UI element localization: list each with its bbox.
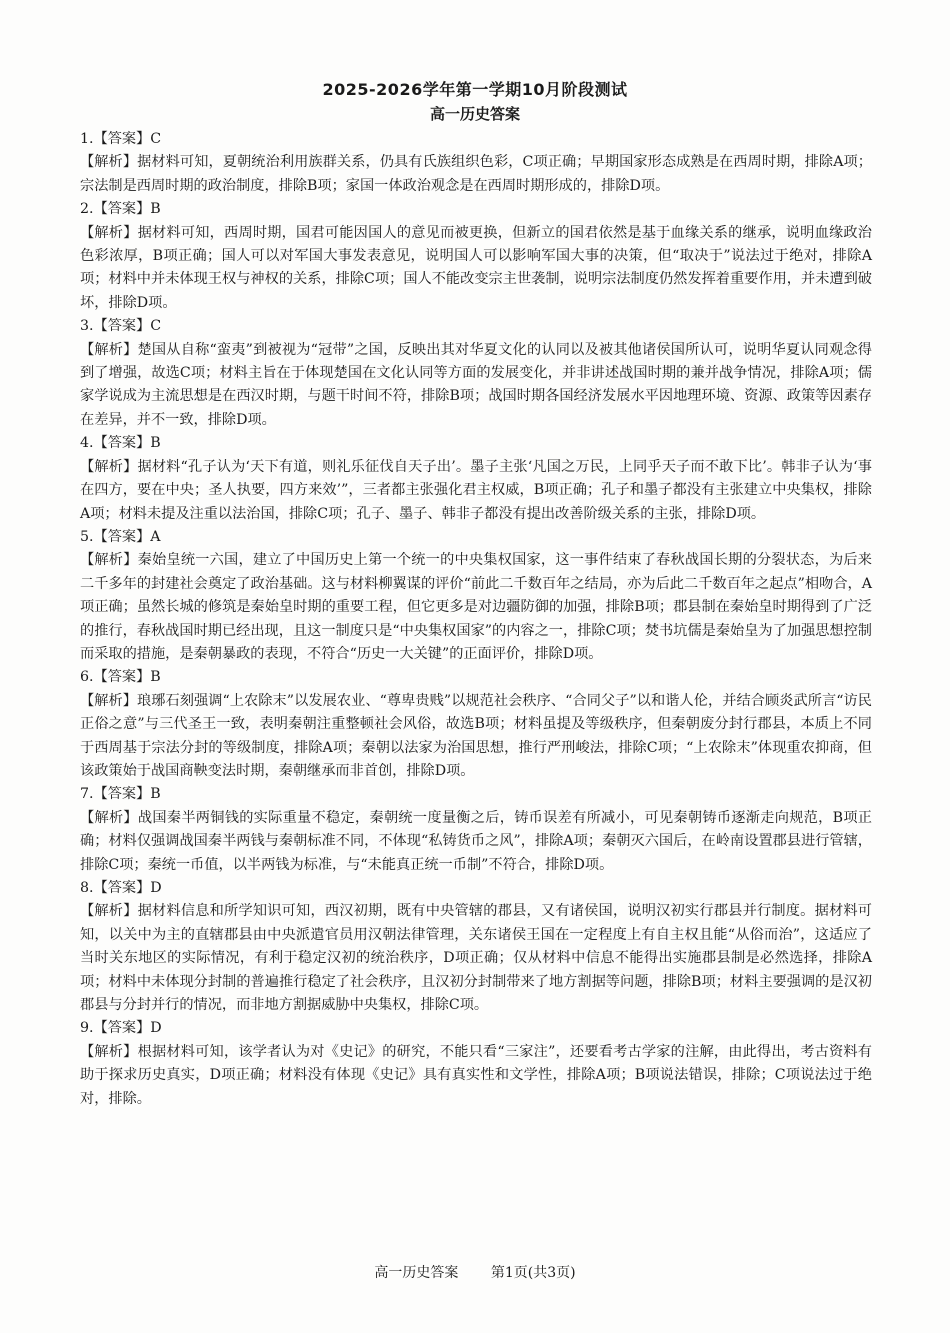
analysis-text: 【解析】战国秦半两铜钱的实际重量不稳定，秦朝统一度量衡之后，铸币误差有所减小，可见秦朝铸币逐渐走向规范，B项正确；材料仅强调战国秦半两钱与秦朝标准不同，不体现“私铸货币之风”，排除A项；秦朝灭六国后，在岭南设置郡县进行管辖，排除C项；秦统一币值，以半两钱为标准，与“未能真正统一币制”不符合，排除D项。 [80,809,872,873]
analysis-text: 【解析】据材料“孔子认为‘天下有道，则礼乐征伐自天子出’。墨子主张‘凡国之万民，上同乎天子而不敢下比’。韩非子认为‘事在四方，要在中央；圣人执要，四方来效’”，三者都主张强化君主权威，B项正确；孔子和墨子都没有主张建立中央集权，排除A项；材料未提及注重以法治国，排除C项；孔子、墨子、韩非子都没有提出改善阶级关系的主张，排除D项。 [80,458,872,522]
question-item [80,526,872,666]
analysis-text: 【解析】秦始皇统一六国，建立了中国历史上第一个统一的中央集权国家，这一事件结束了春秋战国长期的分裂状态，为后来二千多年的封建社会奠定了政治基础。这与材料柳翼谋的评价“前此二千数百年之结局，亦为后此二千数百年之起点”相吻合，A项正确；虽然长城的修筑是秦始皇时期的重要工程，但它更多是对边疆防御的加强，排除B项；郡县制在秦始皇时期得到了广泛的推行，春秋战国时期已经出现，且这一制度只是“中央集权国家”的内容之一，排除C项；焚书坑儒是秦始皇为了加强思想控制而采取的措施，是秦朝暴政的表现，不符合“历史一大关键”的正面评价，排除D项。 [80,552,872,662]
page-number: 第1页(共3页) [490,1265,576,1281]
answer-label: 9.【答案】D [80,1020,162,1037]
analysis-text: 【解析】据材料可知，西周时期，国君可能因国人的意见而被更换，但新立的国君依然是基于血缘关系的继承，说明血缘政治色彩浓厚，B项正确；国人可以对军国大事发表意见，说明国人可以影响军国大事的决策，但“取决于”说法过于绝对，排除A项；材料中并未体现王权与神权的关系，排除C项；国人不能改变宗主世袭制，说明宗法制度仍然发挥着重要作用，并未遭到破坏，排除D项。 [80,224,872,311]
answer-label: 3.【答案】C [80,318,162,335]
page-title: 2025-2026学年第一学期10月阶段测试 [322,80,628,99]
answer-label: 8.【答案】D [80,880,162,896]
page-subtitle: 高一历史答案 [429,105,520,123]
analysis-text: 【解析】据材料可知，夏朝统治利用族群关系，仍具有氏族组织色彩，C项正确；早期国家形态成熟是在西周时期，排除A项；宗法制是西周时期的政治制度，排除B项；家国一体政治观念是在西周时期形成的，排除D项。 [80,154,872,194]
answer-list [80,128,872,1111]
question-item [80,128,872,198]
page-header [0,78,950,126]
answer-label: 2.【答案】B [80,201,161,218]
answer-label: 5.【答案】A [80,528,161,545]
analysis-text: 【解析】楚国从自称“蛮夷”到被视为“冠带”之国，反映出其对华夏文化的认同以及被其他诸侯国所认可，说明华夏认同观念得到了增强，故选C项；材料主旨在于体现楚国在文化认同等方面的发展变化，并非讲述战国时期的兼并战争情况，排除A项；儒家学说成为主流思想是在西汉时期，与题干时间不符，排除B项；战国时期各国经济发展水平因地理环境、资源、政策等因素存在差异，并不一致，排除D项。 [80,341,872,428]
question-item [80,666,872,783]
question-item [80,877,872,1017]
question-item [80,315,872,432]
question-item [80,783,872,877]
answer-label: 7.【答案】B [80,786,161,803]
footer-subject: 高一历史答案 [374,1265,459,1281]
answer-label: 6.【答案】B [80,669,161,686]
analysis-text: 【解析】根据材料可知，该学者认为对《史记》的研究，不能只看“三家注”，还要看考古学家的注解，由此得出，考古资料有助于探求历史真实，D项正确；材料没有体现《史记》具有真实性和文学性，排除A项；B项说法错误，排除；C项说法过于绝对，排除。 [80,1043,872,1107]
page-footer [0,1262,950,1284]
question-item [80,432,872,526]
answer-label: 1.【答案】C [80,131,162,147]
question-item [80,198,872,315]
question-item [80,1017,872,1111]
answer-label: 4.【答案】B [80,435,161,452]
analysis-text: 【解析】琅琊石刻强调“上农除末”以发展农业、“尊卑贵贱”以规范社会秩序、“合同父子”以和谐人伦，并结合顾炎武所言“访民正俗之意”与三代圣王一致，表明秦朝注重整顿社会风俗，故选B项；材料虽提及等级秩序，但秦朝废分封行郡县，本质上不同于西周基于宗法分封的等级制度，排除A项；秦朝以法家为治国思想，推行严刑峻法，排除C项；“上农除末”体现重农抑商，但该政策始于战国商鞅变法时期，秦朝继承而非首创，排除D项。 [80,692,872,779]
analysis-text: 【解析】据材料信息和所学知识可知，西汉初期，既有中央管辖的郡县，又有诸侯国，说明汉初实行郡县并行制度。据材料可知，以关中为主的直辖郡县由中央派遣官员用汉朝法律管理，关东诸侯王国在一定程度上有自主权且能“从俗而治”，这适应了当时关东地区的实际情况，有利于稳定汉初的统治秩序，D项正确；仅从材料中信息不能得出实施郡县制是必然选择，排除A项；材料中未体现分封制的普遍推行稳定了社会秩序，且汉初分封制带来了地方割据等问题，排除B项；材料主要强调的是汉初郡县与分封并行的情况，而非地方割据威胁中央集权，排除C项。 [80,903,872,1014]
